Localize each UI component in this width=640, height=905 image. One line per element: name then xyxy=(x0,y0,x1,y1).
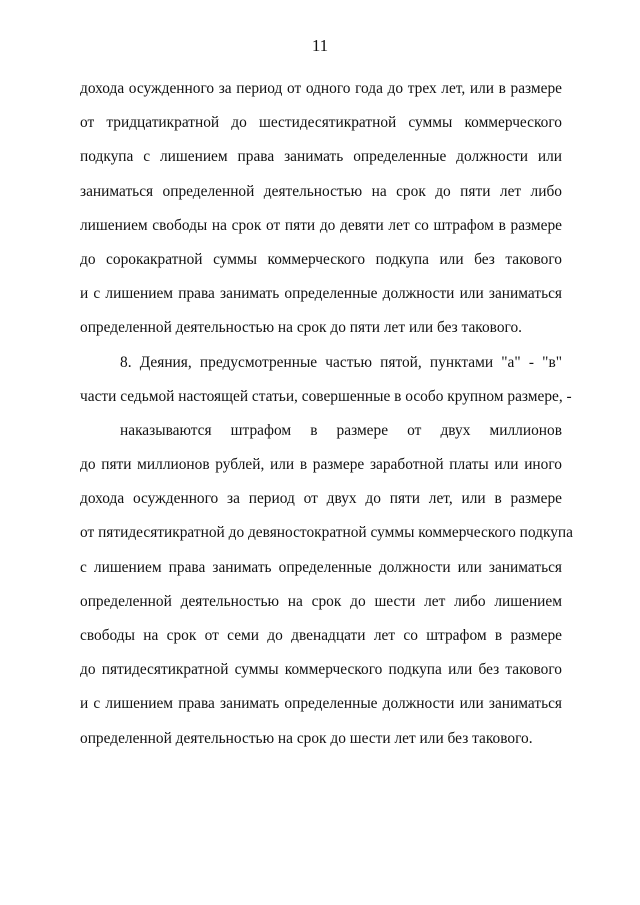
text-line: определенной деятельностью на срок до пяти лет или без такового. xyxy=(80,319,522,337)
text-line: дохода осужденного за период от двух до пяти лет, или в размере xyxy=(80,490,562,508)
document-body xyxy=(80,72,573,756)
text-line: дохода осужденного за период от одного года до трех лет, или в размере xyxy=(80,80,562,97)
text-line: подкупа с лишением права занимать определенные должности или xyxy=(80,148,562,166)
text-line: до сорокакратной суммы коммерческого подкупа или без такового xyxy=(80,250,562,268)
text-line: наказываются штрафом в размере от двух миллионов xyxy=(120,421,562,439)
text-line: от пятидесятикратной до девяностократной суммы коммерческого подкупа xyxy=(80,524,573,542)
text-line: от тридцатикратной до шестидесятикратной суммы коммерческого xyxy=(80,114,562,132)
text-line: и с лишением права занимать определенные должности или заниматься xyxy=(80,285,562,303)
text-line: с лишением права занимать определенные должности или заниматься xyxy=(80,558,562,576)
paragraph xyxy=(80,346,572,414)
text-line: 8. Деяния, предусмотренные частью пятой, пунктами "а" - "в" xyxy=(120,353,562,371)
text-line: части седьмой настоящей статьи, совершенные в особо крупном размере, - xyxy=(80,387,572,405)
text-line: определенной деятельностью на срок до шести лет или без такового. xyxy=(80,729,533,747)
text-line: лишением свободы на срок от пяти до девяти лет со штрафом в размере xyxy=(80,216,562,234)
paragraph xyxy=(80,72,562,346)
text-line: до пяти миллионов рублей, или в размере заработной платы или иного xyxy=(80,456,562,474)
page-number: 11 xyxy=(311,36,329,55)
text-line: до пятидесятикратной суммы коммерческого подкупа или без такового xyxy=(80,661,562,679)
text-line: заниматься определенной деятельностью на срок до пяти лет либо xyxy=(80,182,562,200)
text-line: определенной деятельностью на срок до шести лет либо лишением xyxy=(80,592,562,610)
paragraph xyxy=(80,414,573,756)
text-line: свободы на срок от семи до двенадцати лет со штрафом в размере xyxy=(80,627,562,644)
text-line: и с лишением права занимать определенные должности или заниматься xyxy=(80,695,562,713)
